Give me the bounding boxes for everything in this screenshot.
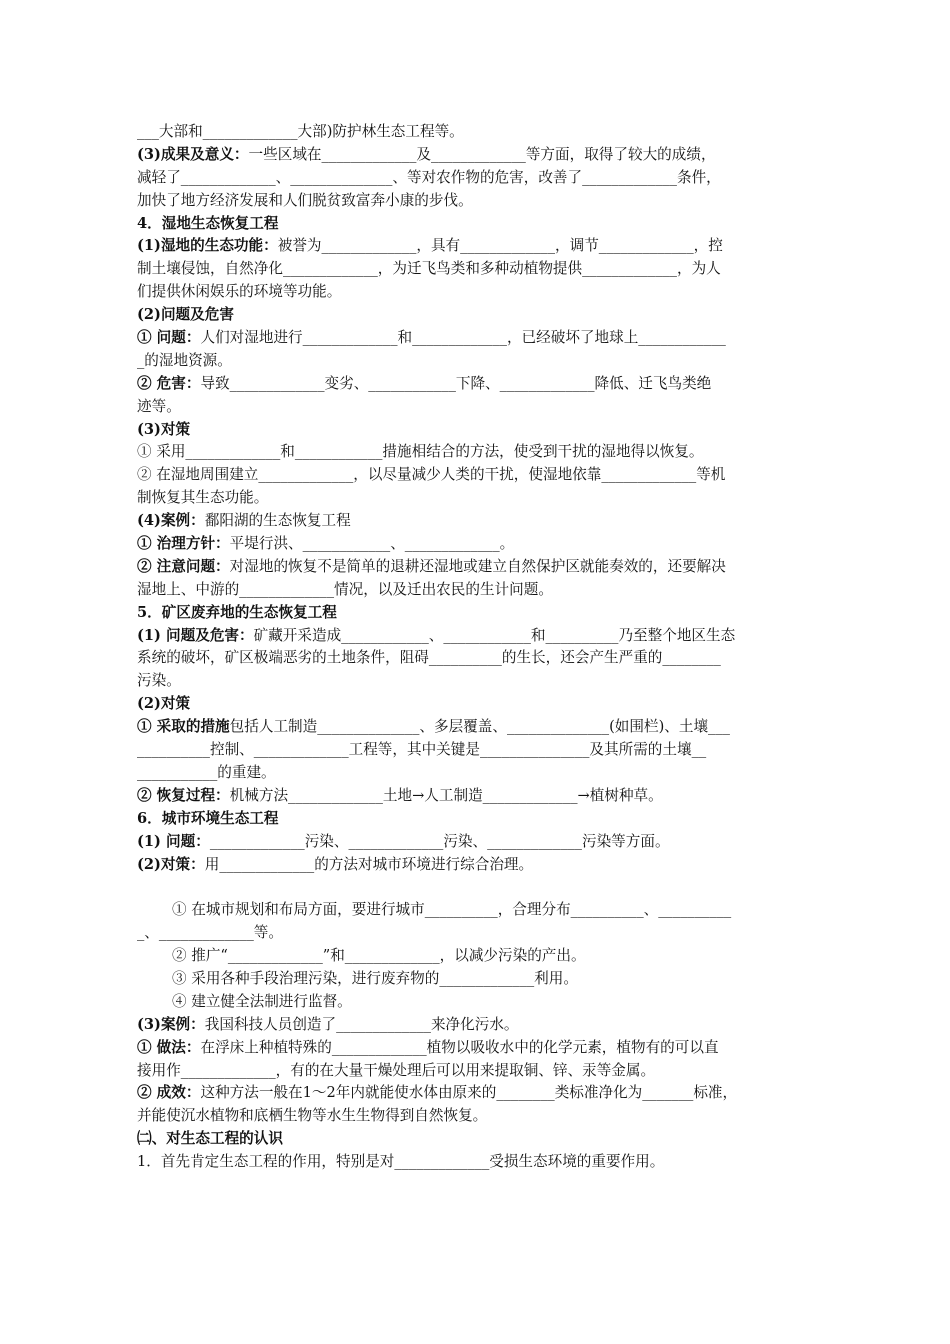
text-line <box>137 373 817 396</box>
line-text: 我国科技人员创造了_____________来净化污水。 <box>204 1015 519 1033</box>
text-line <box>137 510 817 533</box>
line-text: _、_____________等。 <box>137 924 283 942</box>
text-line <box>137 693 817 716</box>
bold-heading: (1) 问题： <box>137 832 210 850</box>
text-line <box>137 1151 817 1174</box>
text-line <box>137 831 817 854</box>
bold-heading: (2)问题及危害 <box>137 306 234 324</box>
line-text: 湿地上、中游的_____________情况，以及迁出农民的生计问题。 <box>137 580 553 598</box>
text-line <box>137 464 817 487</box>
text-line <box>137 945 817 968</box>
line-text: 等方面，取得了较大的成绩， <box>525 145 716 163</box>
bold-heading: (2)对策 <box>137 695 191 713</box>
text-line <box>137 144 817 167</box>
text-line <box>137 213 817 236</box>
bold-heading: (3)对策 <box>137 420 191 438</box>
line-text: 平堤行洪、____________、_____________。 <box>229 535 515 553</box>
line-text: 包括人工制造______________、多层覆盖、______________(如围栏)、土壤___ <box>229 718 730 736</box>
bold-heading: ㈡、对生态工程的认识 <box>137 1130 283 1148</box>
bold-heading: ② 注意问题： <box>137 557 230 575</box>
line-text: 并能使沉水植物和底栖生物等水生生物得到自然恢复。 <box>137 1107 488 1125</box>
line-text: ① 在城市规划和布局方面，要进行城市__________，合理分布__________、__________ <box>172 901 732 919</box>
text-line <box>137 533 817 556</box>
line-text: ② 在湿地周围建立_____________，以尽量减少人类的干扰，使湿地依靠_____________等机 <box>137 466 726 484</box>
line-text: _的湿地资源。 <box>137 351 232 369</box>
text-line <box>137 304 817 327</box>
line-text: ___________的重建。 <box>137 763 276 781</box>
bold-heading: (1)湿地的生态功能： <box>137 237 278 255</box>
line-text: 鄱阳湖的生态恢复工程 <box>204 512 351 530</box>
text-line <box>137 281 817 304</box>
line-text: ① 采用_____________和____________措施相结合的方法，使受到干扰的湿地得以恢复。 <box>137 443 704 461</box>
text-line <box>137 1128 817 1151</box>
text-line <box>137 190 817 213</box>
line-text: 系统的破坏，矿区极端恶劣的土地条件，阻碍__________的生长，还会产生严重的________ <box>137 649 721 667</box>
line-text: 对湿地的恢复不是简单的退耕还湿地或建立自然保护区就能奏效的，还要解决 <box>229 557 726 575</box>
text-line <box>137 167 817 190</box>
line-text: 减轻了_____________、______________、等对农作物的危害，改善了_____________条件， <box>137 168 721 186</box>
bold-heading: 4．湿地生态恢复工程 <box>137 214 279 232</box>
text-line <box>137 922 817 945</box>
text-line <box>137 487 817 510</box>
bold-heading: (4)案例： <box>137 512 205 530</box>
text-line <box>137 602 817 625</box>
text-line <box>137 899 817 922</box>
line-text: 迹等。 <box>137 397 181 415</box>
text-line <box>137 854 817 877</box>
bold-heading: ① 治理方针： <box>137 535 230 553</box>
line-text: ④ 建立健全法制进行监督。 <box>172 992 352 1010</box>
text-line <box>137 991 817 1014</box>
line-text: 矿藏开采造成____________、____________和__________乃至整个地区生态 <box>253 626 736 644</box>
text-line <box>137 968 817 991</box>
bold-heading: ① 做法： <box>137 1038 201 1056</box>
text-line <box>137 396 817 419</box>
line-text: 1．首先肯定生态工程的作用，特别是对_____________受损生态环境的重要作用。 <box>137 1153 665 1171</box>
bold-heading: (1) 问题及危害： <box>137 626 254 644</box>
text-line <box>137 670 817 693</box>
text-line <box>137 808 817 831</box>
bold-heading: (3)案例： <box>137 1015 205 1033</box>
line-text: 这种方法一般在1～2年内就能使水体由原来的________类标准净化为_______标准， <box>200 1084 738 1102</box>
text-line <box>137 350 817 373</box>
line-text: 用_____________的方法对城市环境进行综合治理。 <box>204 855 534 873</box>
line-text: 接用作_____________，有的在大量干燥处理后可以用来提取铜、锌、汞等金属。 <box>137 1061 656 1079</box>
text-line <box>137 647 817 670</box>
text-line <box>137 419 817 442</box>
bold-heading: ② 恢复过程： <box>137 786 230 804</box>
text-line <box>137 1060 817 1083</box>
bold-heading: 5．矿区废弃地的生态恢复工程 <box>137 603 337 621</box>
line-text: 们提供休闲娱乐的环境等功能。 <box>137 283 342 301</box>
line-text: ② 推广“_____________”和_____________，以减少污染的产出。 <box>172 947 586 965</box>
line-text: 被誉为_____________，具有_____________，调节_____________，控 <box>277 237 723 255</box>
line-text: 制恢复其生态功能。 <box>137 489 269 507</box>
text-line <box>137 556 817 579</box>
line-text: 机械方法_____________土地→人工制造_____________→植树种草。 <box>229 786 663 804</box>
line-text: 人们对湿地进行_____________和_____________，已经破坏了地球上____________ <box>200 329 726 347</box>
line-text: 污染。 <box>137 672 181 690</box>
line-text: 导致_____________变劣、____________下降、_____________降低、迁飞鸟类绝 <box>200 374 712 392</box>
bold-heading: ① 问题： <box>137 329 201 347</box>
text-line <box>137 876 817 899</box>
text-line <box>137 762 817 785</box>
text-line <box>137 1082 817 1105</box>
text-line <box>137 235 817 258</box>
bold-heading: (3)成果及意义： <box>137 145 249 163</box>
bold-heading: ② 危害： <box>137 374 201 392</box>
text-line <box>137 579 817 602</box>
text-line <box>137 327 817 350</box>
bold-heading: ② 成效： <box>137 1084 201 1102</box>
text-line <box>137 1014 817 1037</box>
line-text: 在浮床上种植特殊的_____________植物以吸收水中的化学元素，植物有的可以直 <box>200 1038 719 1056</box>
line-text: __________控制、_____________工程等，其中关键是_______________及其所需的土壤__ <box>137 741 707 759</box>
text-line <box>137 716 817 739</box>
document-body <box>137 121 817 1174</box>
line-text: 加快了地方经济发展和人们脱贫致富奔小康的步伐。 <box>137 191 473 209</box>
line-text: 制土壤侵蚀，自然净化_____________，为迁飞鸟类和多种动植物提供_____________，为人 <box>137 260 721 278</box>
line-text-prefix: 一些区域在_____________及_____________ <box>248 145 526 163</box>
line-text: _____________污染、_____________污染、_____________污染等方面。 <box>209 832 670 850</box>
bold-heading: 6．城市环境生态工程 <box>137 809 279 827</box>
text-line <box>137 121 817 144</box>
bold-heading: (2)对策： <box>137 855 205 873</box>
text-line <box>137 739 817 762</box>
bold-heading: ① 采取的措施 <box>137 718 230 736</box>
line-text: ③ 采用各种手段治理污染，进行废弃物的_____________利用。 <box>172 969 578 987</box>
text-line <box>137 441 817 464</box>
text-line <box>137 1037 817 1060</box>
line-text: ___大部和_____________大部)防护林生态工程等。 <box>137 123 464 140</box>
text-line <box>137 625 817 648</box>
text-line <box>137 1105 817 1128</box>
text-line <box>137 785 817 808</box>
text-line <box>137 258 817 281</box>
